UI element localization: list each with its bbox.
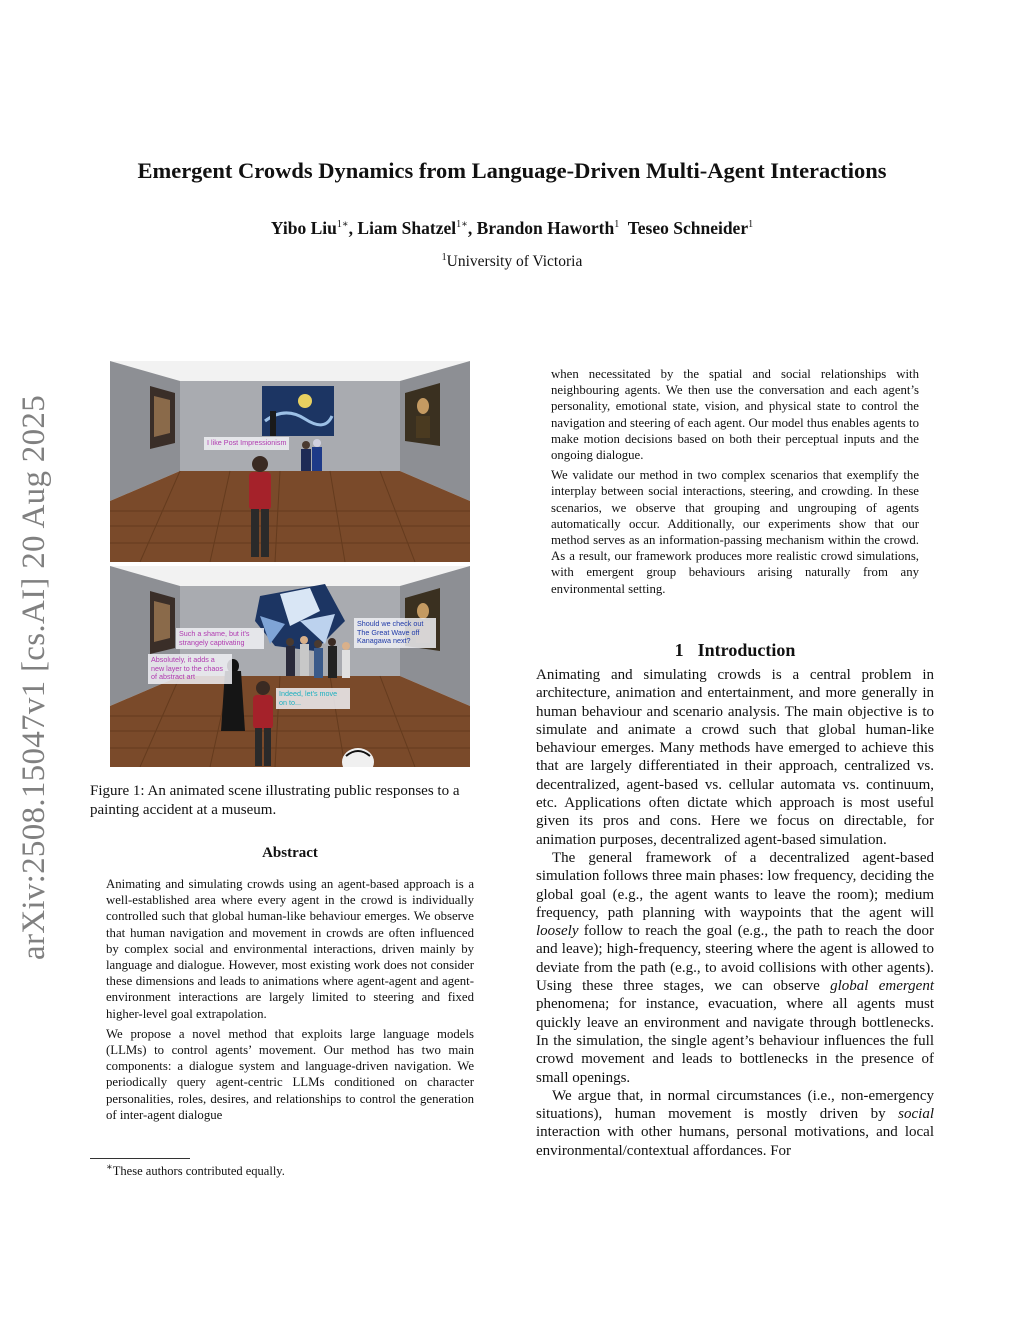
emphasis: loosely bbox=[536, 923, 579, 940]
text-run: We argue that, in normal circumstances (i.e., non-emergency situations), human movement is mostly driven by bbox=[536, 1087, 934, 1123]
intro-paragraph bbox=[536, 849, 934, 1087]
abstract-paragraph: We validate our method in two complex scenarios that exemplify the interplay between social interactions, steering, and crowding. In these scenarios, we observe that grouping and ungrouping of agents automatically occur. Additionally, our experiments show that our method serves as an information-passing mechanism within the crowd. As a result, our framework produces more realistic crowd simulations, with emergent group behaviours arising naturally from any environmental setting. bbox=[551, 468, 919, 596]
author-mark: 1 bbox=[748, 219, 754, 231]
author-name: Brandon Haworth bbox=[476, 218, 615, 238]
text-run: The general framework of a decentralized agent-based simulation follows three main phases: low frequency, deciding the global goal (e.g., the agent wants to leave the room); medium frequency, path planning with waypoints that the agent will bbox=[536, 849, 934, 921]
figure-caption: Figure 1: An animated scene illustrating public responses to a painting accident at a museum. bbox=[90, 783, 460, 818]
section-title: Introduction bbox=[697, 640, 796, 660]
abstract-heading: Abstract bbox=[262, 845, 318, 861]
section-number: 1 bbox=[674, 640, 684, 660]
affiliation bbox=[0, 252, 1024, 271]
author-mark: 1∗ bbox=[336, 219, 349, 231]
footnote-mark: ∗ bbox=[106, 1162, 113, 1173]
affiliation-mark: 1 bbox=[441, 252, 447, 263]
section-heading-introduction bbox=[536, 640, 934, 661]
text-run: follow to reach the goal (e.g., the path to reach the door and leave); high-frequency, steering where the agent is allowed to deviate from the path (e.g., to avoid collisions with other agents). Using these three stages, we can observe bbox=[536, 923, 934, 995]
text-run: phenomena; for instance, evacuation, where all agents must quickly leave an environment and navigate through bottlenecks. In the simulation, the single agent’s behaviour influences the full crowd movement and leads to bottlenecks in the presence of small openings. bbox=[536, 996, 934, 1086]
affiliation-name: University of Victoria bbox=[446, 253, 583, 271]
emphasis: social bbox=[898, 1106, 934, 1123]
emphasis: global emergent bbox=[830, 978, 934, 995]
museum-scene-top bbox=[110, 361, 470, 562]
speech-bubble: Such a shame, but it's strangely captivating bbox=[176, 628, 264, 649]
speech-bubble: Absolutely, it adds a new layer to the chaos of abstract art bbox=[148, 654, 232, 684]
figure-panel-bottom bbox=[110, 566, 470, 767]
footnote-text: These authors contributed equally. bbox=[112, 1164, 285, 1179]
speech-bubble: I like Post Impressionism bbox=[204, 437, 289, 450]
intro-paragraph bbox=[536, 1087, 934, 1160]
abstract-paragraph: when necessitated by the spatial and social relationships with neighbouring agents. We then use the conversation and each agent’s personality, emotional state, vision, and physical state to control the navigation and steering of each agent. Our model thus enables agents to make motion decisions based on both their perceptual inputs and the ongoing dialogue. bbox=[551, 367, 919, 463]
abstract-paragraph: Animating and simulating crowds using an agent-based approach is a well-established area where every agent in the crowd is individually controlled such that global human-like behaviour emerges. We observe that human navigation and movement in crowds are often influenced by complex social and environmental interactions, driven mainly by language and dialogue. However, most existing work does not consider these dimensions and leads to animations where agent-agent and agent-environment interactions are largely limited to steering and fixed higher-level goal extrapolation. bbox=[106, 877, 474, 1021]
introduction-body bbox=[536, 666, 934, 1160]
figure-panel-top bbox=[110, 361, 470, 562]
text-run: interaction with other humans, personal motivations, and local environmental/contextual affordances. For bbox=[536, 1124, 934, 1159]
author-name: Liam Shatzel bbox=[357, 218, 457, 238]
author-name: Teseo Schneider bbox=[627, 218, 749, 238]
abstract-continuation bbox=[551, 366, 919, 601]
intro-paragraph: Animating and simulating crowds is a central problem in architecture, animation and entertainment, and more generally in human behaviour and scenario analysis. The main objective is to simulate and animate a crowd such that global human-like behaviour emerges. Many methods have emerged to achieve this that are largely differentiated in their approach, centralized vs. decentralized, agent-based vs. cellular automata vs. continuum, etc. Applications often dictate which approach is most useful given its pros and cons. Here we focus on directable, for animation purposes, decentralized agent-based simulation. bbox=[536, 667, 934, 848]
arxiv-identifier: arXiv:2508.15047v1 [cs.AI] 20 Aug 2025 bbox=[16, 394, 52, 960]
speech-bubble: Indeed, let's move on to... bbox=[276, 688, 350, 709]
author-list: Yibo Liu$^{1∗}$, Liam Shatzel$^{1∗}$, Brandon Haworth$^1$ Teseo Schneider$^1$ bbox=[270, 218, 754, 238]
abstract-body bbox=[106, 876, 474, 1127]
speech-bubble: Should we check out The Great Wave off Kanagawa next? bbox=[354, 618, 436, 648]
footnote bbox=[106, 1162, 466, 1179]
abstract-paragraph: We propose a novel method that exploits large language models (LLMs) to control agents’ movement. Our method has two main components: a dialogue system and language-driven navigation. We periodically query agent-centric LLMs conditioned on character personalities, roles, desires, and relationships to control the generation of inter-agent dialogue bbox=[106, 1026, 474, 1122]
author-mark: 1 bbox=[614, 219, 620, 231]
paper-title: Emergent Crowds Dynamics from Language-Driven Multi-Agent Interactions bbox=[137, 158, 887, 183]
author-name: Yibo Liu bbox=[270, 218, 337, 238]
author-mark: 1∗ bbox=[456, 219, 468, 231]
figure-1 bbox=[110, 361, 470, 767]
footnote-rule bbox=[90, 1158, 190, 1159]
